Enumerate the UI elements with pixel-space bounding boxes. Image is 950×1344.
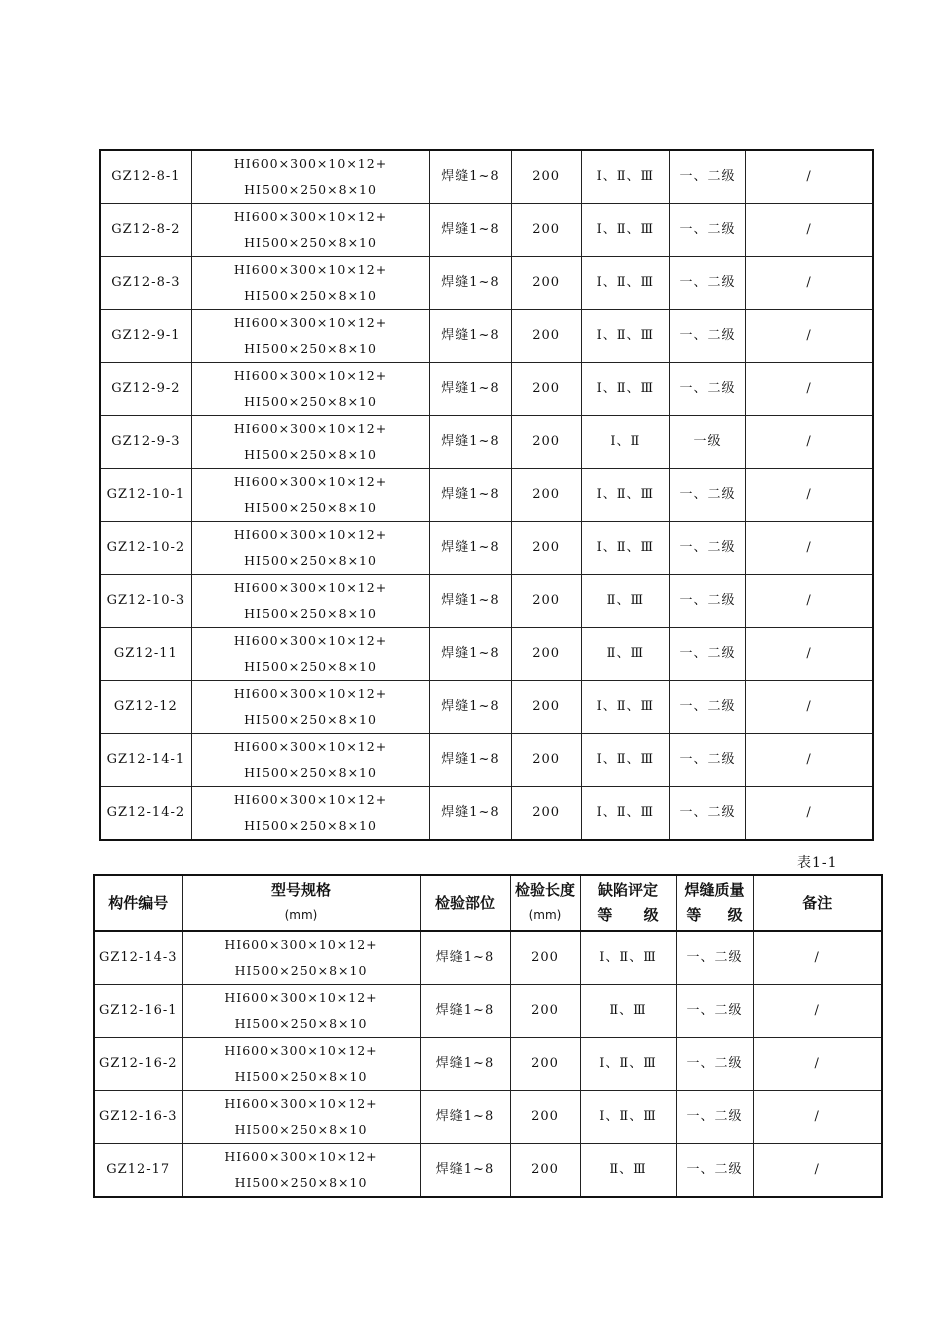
spec-cell xyxy=(182,1091,420,1144)
spec-line-1: HI600×300×10×12+ xyxy=(233,368,388,383)
remark-cell: / xyxy=(746,575,873,628)
spec-line-2: HI500×250×8×10 xyxy=(234,1016,368,1031)
remark-cell: / xyxy=(753,931,882,985)
spec-cell xyxy=(191,681,430,734)
spec-line-2: HI500×250×8×10 xyxy=(244,182,377,197)
component-id-cell: GZ12-8-3 xyxy=(100,257,191,310)
length-cell: 200 xyxy=(511,681,581,734)
spec-cell xyxy=(191,628,430,681)
position-cell: 焊缝1~8 xyxy=(420,1091,510,1144)
defect-grade-cell: Ⅰ、Ⅱ、Ⅲ xyxy=(581,787,669,841)
header-weld-quality xyxy=(676,875,753,931)
component-id-cell: GZ12-8-1 xyxy=(100,150,191,204)
spec-line-2: HI500×250×8×10 xyxy=(244,288,377,303)
spec-line-1: HI600×300×10×12+ xyxy=(224,990,378,1005)
spec-line-1: HI600×300×10×12+ xyxy=(224,1149,378,1164)
spec-line-2: HI500×250×8×10 xyxy=(244,394,377,409)
position-cell: 焊缝1~8 xyxy=(430,628,511,681)
defect-grade-cell: Ⅱ、Ⅲ xyxy=(580,1144,676,1198)
table-row xyxy=(100,522,873,575)
spec-cell xyxy=(191,522,430,575)
table-body xyxy=(94,931,882,1197)
remark-cell: / xyxy=(746,734,873,787)
header-spec-label: 型号规格 xyxy=(270,881,331,899)
weld-quality-cell: 一、二级 xyxy=(669,150,745,204)
component-id-cell: GZ12-10-2 xyxy=(100,522,191,575)
spec-cell xyxy=(191,150,430,204)
header-spec xyxy=(182,875,420,931)
weld-quality-cell: 一、二级 xyxy=(676,931,753,985)
spec-line-2: HI500×250×8×10 xyxy=(234,1175,368,1190)
defect-grade-cell: Ⅱ、Ⅲ xyxy=(581,628,669,681)
spec-line-2: HI500×250×8×10 xyxy=(244,447,377,462)
position-cell: 焊缝1~8 xyxy=(430,522,511,575)
spec-line-1: HI600×300×10×12+ xyxy=(233,739,388,754)
length-cell: 200 xyxy=(511,150,581,204)
component-id-cell: GZ12-8-2 xyxy=(100,204,191,257)
remark-cell: / xyxy=(753,1144,882,1198)
position-cell: 焊缝1~8 xyxy=(430,204,511,257)
position-cell: 焊缝1~8 xyxy=(430,469,511,522)
header-defect-label: 缺陷评定 xyxy=(597,881,658,899)
spec-line-1: HI600×300×10×12+ xyxy=(233,633,388,648)
remark-cell: / xyxy=(746,363,873,416)
length-cell: 200 xyxy=(510,1091,580,1144)
defect-grade-cell: Ⅰ、Ⅱ、Ⅲ xyxy=(580,1091,676,1144)
spec-line-2: HI500×250×8×10 xyxy=(244,500,377,515)
spec-line-2: HI500×250×8×10 xyxy=(244,235,377,250)
spec-line-2: HI500×250×8×10 xyxy=(244,606,377,621)
defect-grade-cell: Ⅰ、Ⅱ、Ⅲ xyxy=(581,150,669,204)
position-cell: 焊缝1~8 xyxy=(430,150,511,204)
position-cell: 焊缝1~8 xyxy=(430,363,511,416)
weld-quality-cell: 一、二级 xyxy=(669,204,745,257)
header-component-id: 构件编号 xyxy=(94,875,182,931)
weld-quality-cell: 一级 xyxy=(669,416,745,469)
spec-cell xyxy=(191,257,430,310)
length-cell: 200 xyxy=(510,931,580,985)
table-row xyxy=(100,787,873,841)
remark-cell: / xyxy=(746,628,873,681)
remark-cell: / xyxy=(746,310,873,363)
position-cell: 焊缝1~8 xyxy=(430,681,511,734)
header-length xyxy=(510,875,580,931)
defect-grade-cell: Ⅰ、Ⅱ、Ⅲ xyxy=(581,310,669,363)
header-defect-grade-char-1: 等 xyxy=(597,906,613,924)
table-row xyxy=(100,363,873,416)
spec-line-1: HI600×300×10×12+ xyxy=(233,156,388,171)
table-row xyxy=(100,575,873,628)
component-id-cell: GZ12-16-1 xyxy=(94,985,182,1038)
length-cell: 200 xyxy=(511,734,581,787)
spec-line-2: HI500×250×8×10 xyxy=(234,1122,368,1137)
weld-quality-cell: 一、二级 xyxy=(676,1091,753,1144)
spec-line-1: HI600×300×10×12+ xyxy=(224,937,378,952)
defect-grade-cell: Ⅰ、Ⅱ、Ⅲ xyxy=(581,469,669,522)
inspection-table xyxy=(93,874,883,1198)
spec-line-2: HI500×250×8×10 xyxy=(244,818,377,833)
table-row xyxy=(94,931,882,985)
spec-line-1: HI600×300×10×12+ xyxy=(224,1043,378,1058)
table-body xyxy=(100,150,873,840)
header-quality-grade-label xyxy=(677,903,753,928)
spec-cell xyxy=(191,416,430,469)
length-cell: 200 xyxy=(511,522,581,575)
header-position: 检验部位 xyxy=(420,875,510,931)
spec-line-2: HI500×250×8×10 xyxy=(234,1069,368,1084)
spec-line-1: HI600×300×10×12+ xyxy=(233,315,388,330)
defect-grade-cell: Ⅰ、Ⅱ、Ⅲ xyxy=(581,363,669,416)
position-cell: 焊缝1~8 xyxy=(420,985,510,1038)
spec-line-1: HI600×300×10×12+ xyxy=(233,686,388,701)
table-row xyxy=(94,985,882,1038)
weld-quality-cell: 一、二级 xyxy=(676,1038,753,1091)
spec-cell xyxy=(191,734,430,787)
position-cell: 焊缝1~8 xyxy=(420,1038,510,1091)
spec-line-1: HI600×300×10×12+ xyxy=(233,209,388,224)
weld-quality-cell: 一、二级 xyxy=(669,734,745,787)
remark-cell: / xyxy=(753,985,882,1038)
length-cell: 200 xyxy=(510,1038,580,1091)
weld-quality-cell: 一、二级 xyxy=(676,985,753,1038)
defect-grade-cell: Ⅰ、Ⅱ xyxy=(581,416,669,469)
defect-grade-cell: Ⅰ、Ⅱ、Ⅲ xyxy=(580,1038,676,1091)
component-id-cell: GZ12-12 xyxy=(100,681,191,734)
weld-quality-cell: 一、二级 xyxy=(669,681,745,734)
remark-cell: / xyxy=(753,1091,882,1144)
header-remark: 备注 xyxy=(753,875,882,931)
table-row xyxy=(94,1038,882,1091)
length-cell: 200 xyxy=(511,787,581,841)
table-row xyxy=(100,628,873,681)
spec-cell xyxy=(191,787,430,841)
weld-quality-cell: 一、二级 xyxy=(669,363,745,416)
remark-cell: / xyxy=(746,522,873,575)
spec-cell xyxy=(191,204,430,257)
spec-cell xyxy=(182,1144,420,1198)
table-row xyxy=(94,1091,882,1144)
position-cell: 焊缝1~8 xyxy=(430,310,511,363)
table-header xyxy=(94,875,882,931)
table-caption: 表1-1 xyxy=(797,855,838,871)
component-id-cell: GZ12-9-3 xyxy=(100,416,191,469)
remark-cell: / xyxy=(746,469,873,522)
header-spec-unit: (mm) xyxy=(284,908,318,922)
table-row xyxy=(100,310,873,363)
spec-cell xyxy=(191,310,430,363)
spec-line-2: HI500×250×8×10 xyxy=(234,963,368,978)
spec-line-1: HI600×300×10×12+ xyxy=(224,1096,378,1111)
defect-grade-cell: Ⅰ、Ⅱ、Ⅲ xyxy=(581,257,669,310)
weld-quality-cell: 一、二级 xyxy=(669,257,745,310)
component-id-cell: GZ12-16-3 xyxy=(94,1091,182,1144)
component-id-cell: GZ12-10-3 xyxy=(100,575,191,628)
position-cell: 焊缝1~8 xyxy=(430,575,511,628)
remark-cell: / xyxy=(753,1038,882,1091)
remark-cell: / xyxy=(746,681,873,734)
table-row xyxy=(100,469,873,522)
header-quality-grade-char-2: 级 xyxy=(727,906,743,924)
component-id-cell: GZ12-14-1 xyxy=(100,734,191,787)
component-id-cell: GZ12-11 xyxy=(100,628,191,681)
defect-grade-cell: Ⅰ、Ⅱ、Ⅲ xyxy=(581,734,669,787)
component-id-cell: GZ12-14-2 xyxy=(100,787,191,841)
spec-line-2: HI500×250×8×10 xyxy=(244,341,377,356)
defect-grade-cell: Ⅰ、Ⅱ、Ⅲ xyxy=(581,204,669,257)
position-cell: 焊缝1~8 xyxy=(430,734,511,787)
length-cell: 200 xyxy=(511,310,581,363)
position-cell: 焊缝1~8 xyxy=(430,787,511,841)
spec-line-1: HI600×300×10×12+ xyxy=(233,580,388,595)
remark-cell: / xyxy=(746,416,873,469)
header-length-unit: (mm) xyxy=(528,908,562,922)
component-id-cell: GZ12-9-2 xyxy=(100,363,191,416)
table-row xyxy=(100,257,873,310)
spec-line-1: HI600×300×10×12+ xyxy=(233,262,388,277)
remark-cell: / xyxy=(746,150,873,204)
header-quality-label: 焊缝质量 xyxy=(684,881,745,899)
length-cell: 200 xyxy=(510,1144,580,1198)
spec-cell xyxy=(182,985,420,1038)
weld-quality-cell: 一、二级 xyxy=(669,628,745,681)
spec-line-1: HI600×300×10×12+ xyxy=(233,421,388,436)
spec-cell xyxy=(191,469,430,522)
defect-grade-cell: Ⅰ、Ⅱ、Ⅲ xyxy=(581,681,669,734)
header-quality-grade-char-1: 等 xyxy=(686,906,702,924)
length-cell: 200 xyxy=(511,257,581,310)
spec-line-1: HI600×300×10×12+ xyxy=(233,474,388,489)
table-row xyxy=(100,681,873,734)
table-row xyxy=(100,734,873,787)
defect-grade-cell: Ⅰ、Ⅱ、Ⅲ xyxy=(581,522,669,575)
spec-line-2: HI500×250×8×10 xyxy=(244,712,377,727)
weld-quality-cell: 一、二级 xyxy=(669,522,745,575)
component-id-cell: GZ12-16-2 xyxy=(94,1038,182,1091)
weld-quality-cell: 一、二级 xyxy=(669,787,745,841)
header-defect-grade-char-2: 级 xyxy=(643,906,659,924)
spec-line-1: HI600×300×10×12+ xyxy=(233,527,388,542)
length-cell: 200 xyxy=(510,985,580,1038)
length-cell: 200 xyxy=(511,416,581,469)
defect-grade-cell: Ⅱ、Ⅲ xyxy=(580,985,676,1038)
position-cell: 焊缝1~8 xyxy=(430,257,511,310)
position-cell: 焊缝1~8 xyxy=(420,931,510,985)
header-length-label: 检验长度 xyxy=(514,881,575,899)
table-row xyxy=(94,1144,882,1198)
spec-line-1: HI600×300×10×12+ xyxy=(233,792,388,807)
table-row xyxy=(100,150,873,204)
spec-cell xyxy=(182,931,420,985)
remark-cell: / xyxy=(746,257,873,310)
table-row xyxy=(100,204,873,257)
header-defect-grade-label xyxy=(581,903,676,928)
position-cell: 焊缝1~8 xyxy=(420,1144,510,1198)
component-id-cell: GZ12-14-3 xyxy=(94,931,182,985)
defect-grade-cell: Ⅱ、Ⅲ xyxy=(581,575,669,628)
weld-quality-cell: 一、二级 xyxy=(669,575,745,628)
header-defect-grade xyxy=(580,875,676,931)
spec-line-2: HI500×250×8×10 xyxy=(244,765,377,780)
weld-quality-cell: 一、二级 xyxy=(669,469,745,522)
length-cell: 200 xyxy=(511,575,581,628)
weld-quality-cell: 一、二级 xyxy=(669,310,745,363)
spec-line-2: HI500×250×8×10 xyxy=(244,553,377,568)
component-id-cell: GZ12-17 xyxy=(94,1144,182,1198)
spec-cell xyxy=(191,575,430,628)
remark-cell: / xyxy=(746,204,873,257)
inspection-table-continued xyxy=(99,149,874,841)
defect-grade-cell: Ⅰ、Ⅱ、Ⅲ xyxy=(580,931,676,985)
spec-cell xyxy=(191,363,430,416)
length-cell: 200 xyxy=(511,628,581,681)
spec-line-2: HI500×250×8×10 xyxy=(244,659,377,674)
spec-cell xyxy=(182,1038,420,1091)
position-cell: 焊缝1~8 xyxy=(430,416,511,469)
remark-cell: / xyxy=(746,787,873,841)
weld-quality-cell: 一、二级 xyxy=(676,1144,753,1198)
length-cell: 200 xyxy=(511,204,581,257)
header-row xyxy=(94,875,882,931)
length-cell: 200 xyxy=(511,363,581,416)
component-id-cell: GZ12-9-1 xyxy=(100,310,191,363)
length-cell: 200 xyxy=(511,469,581,522)
component-id-cell: GZ12-10-1 xyxy=(100,469,191,522)
table-row xyxy=(100,416,873,469)
